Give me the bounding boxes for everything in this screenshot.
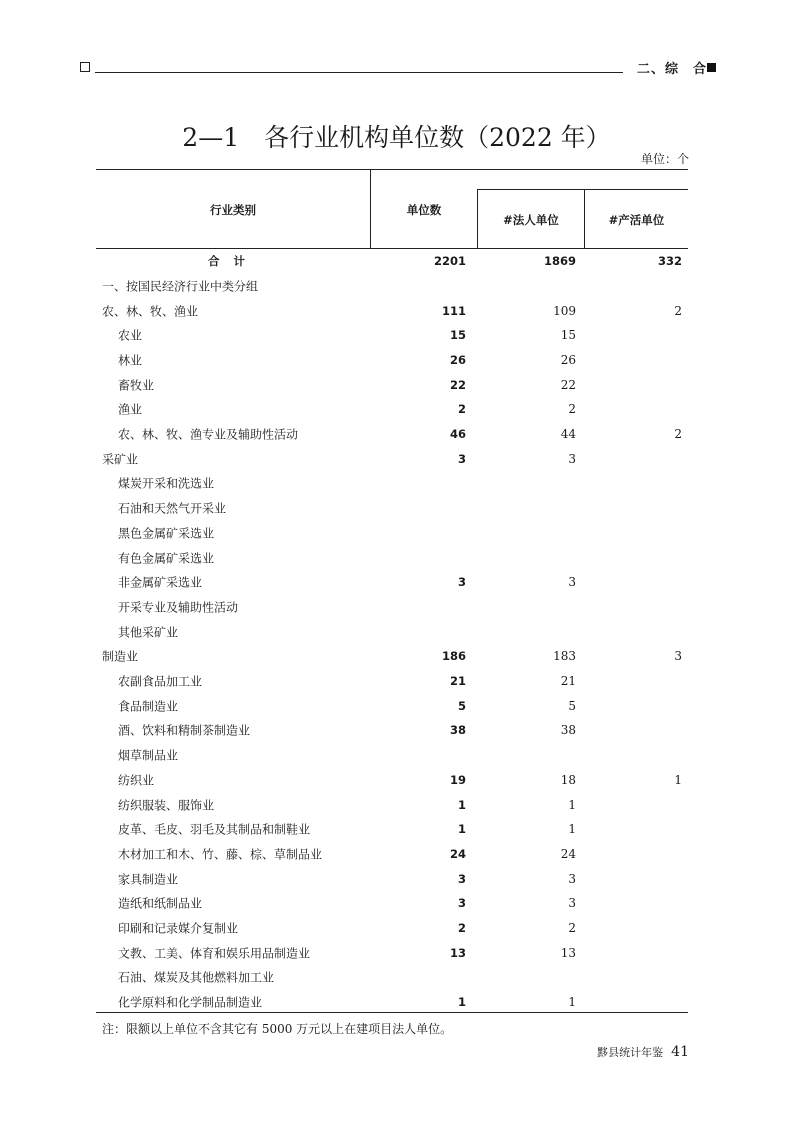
cell-units: 1 bbox=[457, 797, 466, 812]
cell-units: 19 bbox=[449, 772, 466, 787]
cell-units: 46 bbox=[449, 427, 466, 442]
row-label: 文教、工美、体育和娱乐用品制造业 bbox=[118, 946, 311, 961]
table-row bbox=[96, 866, 688, 891]
row-label: 印刷和记录媒介复制业 bbox=[118, 921, 239, 936]
total-label: 合计 bbox=[208, 254, 259, 269]
cell-legal: 18 bbox=[560, 772, 576, 787]
row-label: 木材加工和木、竹、藤、棕、草制品业 bbox=[118, 847, 323, 862]
row-label: 其他采矿业 bbox=[118, 625, 179, 640]
cell-units: 26 bbox=[449, 352, 466, 367]
table-row bbox=[96, 323, 688, 348]
header-activity-units: #产活单位 bbox=[608, 213, 665, 227]
row-label: 石油、煤炭及其他燃料加工业 bbox=[118, 970, 275, 985]
cell-legal: 3 bbox=[568, 575, 576, 590]
table-row bbox=[96, 446, 688, 471]
section-label: 二、综 合 bbox=[636, 62, 707, 77]
total-row bbox=[96, 249, 688, 274]
cell-units: 2 bbox=[457, 402, 466, 417]
row-label: 食品制造业 bbox=[118, 699, 179, 714]
table-row bbox=[96, 298, 688, 323]
cell-activity: 1 bbox=[674, 772, 682, 787]
table-row bbox=[96, 693, 688, 718]
row-label: 农、林、牧、渔业 bbox=[102, 304, 199, 319]
table-row bbox=[96, 496, 688, 521]
row-label: 开采专业及辅助性活动 bbox=[118, 600, 239, 615]
yearbook-name: 黟县统计年鉴 bbox=[597, 1046, 664, 1059]
row-label: 黑色金属矿采选业 bbox=[118, 526, 215, 541]
cell-legal: 1 bbox=[568, 995, 576, 1010]
row-label: 纺织服装、服饰业 bbox=[118, 798, 215, 813]
cell-units: 15 bbox=[449, 328, 466, 343]
table-row bbox=[96, 940, 688, 965]
cell-legal: 44 bbox=[560, 427, 576, 442]
row-label: 化学原料和化学制品制造业 bbox=[118, 995, 263, 1010]
cell-units: 13 bbox=[449, 945, 466, 960]
cell-legal: 13 bbox=[560, 945, 576, 960]
cell-legal: 38 bbox=[560, 723, 576, 738]
row-label: 煤炭开采和洗选业 bbox=[118, 476, 215, 491]
table-row bbox=[96, 521, 688, 546]
table-row bbox=[96, 669, 688, 694]
table-row bbox=[96, 768, 688, 793]
table-row bbox=[96, 891, 688, 916]
cell-legal: 2 bbox=[568, 402, 576, 417]
row-label: 农、林、牧、渔专业及辅助性活动 bbox=[118, 427, 299, 442]
page-number: 41 bbox=[671, 1044, 689, 1060]
table-row bbox=[96, 595, 688, 620]
footnote: 注：限额以上单位不含其它有 5000 万元以上在建项目法人单位。 bbox=[102, 1022, 453, 1036]
cell-units: 1 bbox=[457, 822, 466, 837]
table-row bbox=[96, 916, 688, 941]
row-label: 烟草制品业 bbox=[118, 748, 179, 763]
cell-units: 38 bbox=[449, 723, 466, 738]
table-row bbox=[96, 792, 688, 817]
row-label: 有色金属矿采选业 bbox=[118, 551, 215, 566]
table-row bbox=[96, 545, 688, 570]
cell-activity: 2 bbox=[674, 427, 682, 442]
table-row bbox=[96, 644, 688, 669]
table-row bbox=[96, 817, 688, 842]
cell-units: 22 bbox=[449, 377, 466, 392]
cell-legal: 3 bbox=[568, 896, 576, 911]
table-row bbox=[96, 990, 688, 1015]
row-label: 农副食品加工业 bbox=[118, 674, 203, 689]
header-box-icon bbox=[80, 62, 90, 72]
row-label: 一、按国民经济行业中类分组 bbox=[102, 279, 259, 294]
table-bottom-rule bbox=[96, 1012, 688, 1013]
table-row bbox=[96, 348, 688, 373]
cell-activity: 3 bbox=[674, 649, 682, 664]
row-label: 农业 bbox=[118, 328, 143, 343]
subheader-rule bbox=[477, 189, 688, 190]
table-row bbox=[96, 570, 688, 595]
cell-legal: 2 bbox=[568, 921, 576, 936]
cell-legal: 3 bbox=[568, 871, 576, 886]
cell-units: 21 bbox=[449, 674, 466, 689]
row-label: 纺织业 bbox=[118, 773, 155, 788]
cell-activity: 2 bbox=[674, 303, 682, 318]
cell-legal: 26 bbox=[560, 352, 576, 367]
table-row bbox=[96, 274, 688, 299]
row-label: 渔业 bbox=[118, 402, 143, 417]
cell-units: 111 bbox=[441, 303, 466, 318]
cell-legal: 5 bbox=[568, 698, 576, 713]
row-label: 家具制造业 bbox=[118, 872, 179, 887]
table-row bbox=[96, 743, 688, 768]
table-row bbox=[96, 842, 688, 867]
cell-legal: 1 bbox=[568, 822, 576, 837]
cell-legal: 24 bbox=[560, 846, 576, 861]
cell-units: 2 bbox=[457, 921, 466, 936]
page-footer bbox=[597, 1044, 689, 1060]
cell-units: 3 bbox=[457, 575, 466, 590]
table-row bbox=[96, 372, 688, 397]
table-row bbox=[96, 619, 688, 644]
cell-legal: 15 bbox=[560, 328, 576, 343]
row-label: 酒、饮料和精制茶制造业 bbox=[118, 723, 251, 738]
cell-legal: 109 bbox=[553, 303, 576, 318]
table-row bbox=[96, 965, 688, 990]
row-label: 皮革、毛皮、羽毛及其制品和制鞋业 bbox=[118, 822, 311, 837]
cell-legal: 22 bbox=[560, 377, 576, 392]
total-activity: 332 bbox=[657, 254, 682, 269]
row-label: 林业 bbox=[118, 353, 143, 368]
cell-legal: 1 bbox=[568, 797, 576, 812]
header-units: 单位数 bbox=[406, 203, 442, 217]
row-label: 石油和天然气开采业 bbox=[118, 501, 227, 516]
cell-legal: 183 bbox=[553, 649, 576, 664]
header-category: 行业类别 bbox=[210, 203, 256, 217]
row-label: 采矿业 bbox=[102, 452, 139, 467]
table-row bbox=[96, 471, 688, 496]
cell-units: 1 bbox=[457, 995, 466, 1010]
unit-label: 单位：个 bbox=[640, 152, 689, 166]
header-rule bbox=[95, 72, 623, 73]
cell-units: 3 bbox=[457, 896, 466, 911]
total-units: 2201 bbox=[433, 254, 466, 269]
total-legal: 1869 bbox=[543, 254, 576, 269]
table-top-rule bbox=[96, 169, 688, 170]
row-label: 非金属矿采选业 bbox=[118, 575, 203, 590]
header-legal-units: #法人单位 bbox=[503, 213, 559, 227]
cell-units: 186 bbox=[441, 649, 466, 664]
page-title: 2—1 各行业机构单位数（2022 年） bbox=[182, 123, 611, 152]
row-label: 造纸和纸制品业 bbox=[118, 896, 203, 911]
table-row bbox=[96, 718, 688, 743]
cell-units: 3 bbox=[457, 451, 466, 466]
cell-legal: 3 bbox=[568, 451, 576, 466]
cell-units: 24 bbox=[449, 846, 466, 861]
cell-legal: 21 bbox=[560, 674, 576, 689]
table-row bbox=[96, 397, 688, 422]
row-label: 制造业 bbox=[102, 649, 139, 664]
table-row bbox=[96, 422, 688, 447]
row-label: 畜牧业 bbox=[118, 378, 155, 393]
section-square-icon bbox=[707, 63, 716, 72]
cell-units: 5 bbox=[457, 698, 466, 713]
cell-units: 3 bbox=[457, 871, 466, 886]
